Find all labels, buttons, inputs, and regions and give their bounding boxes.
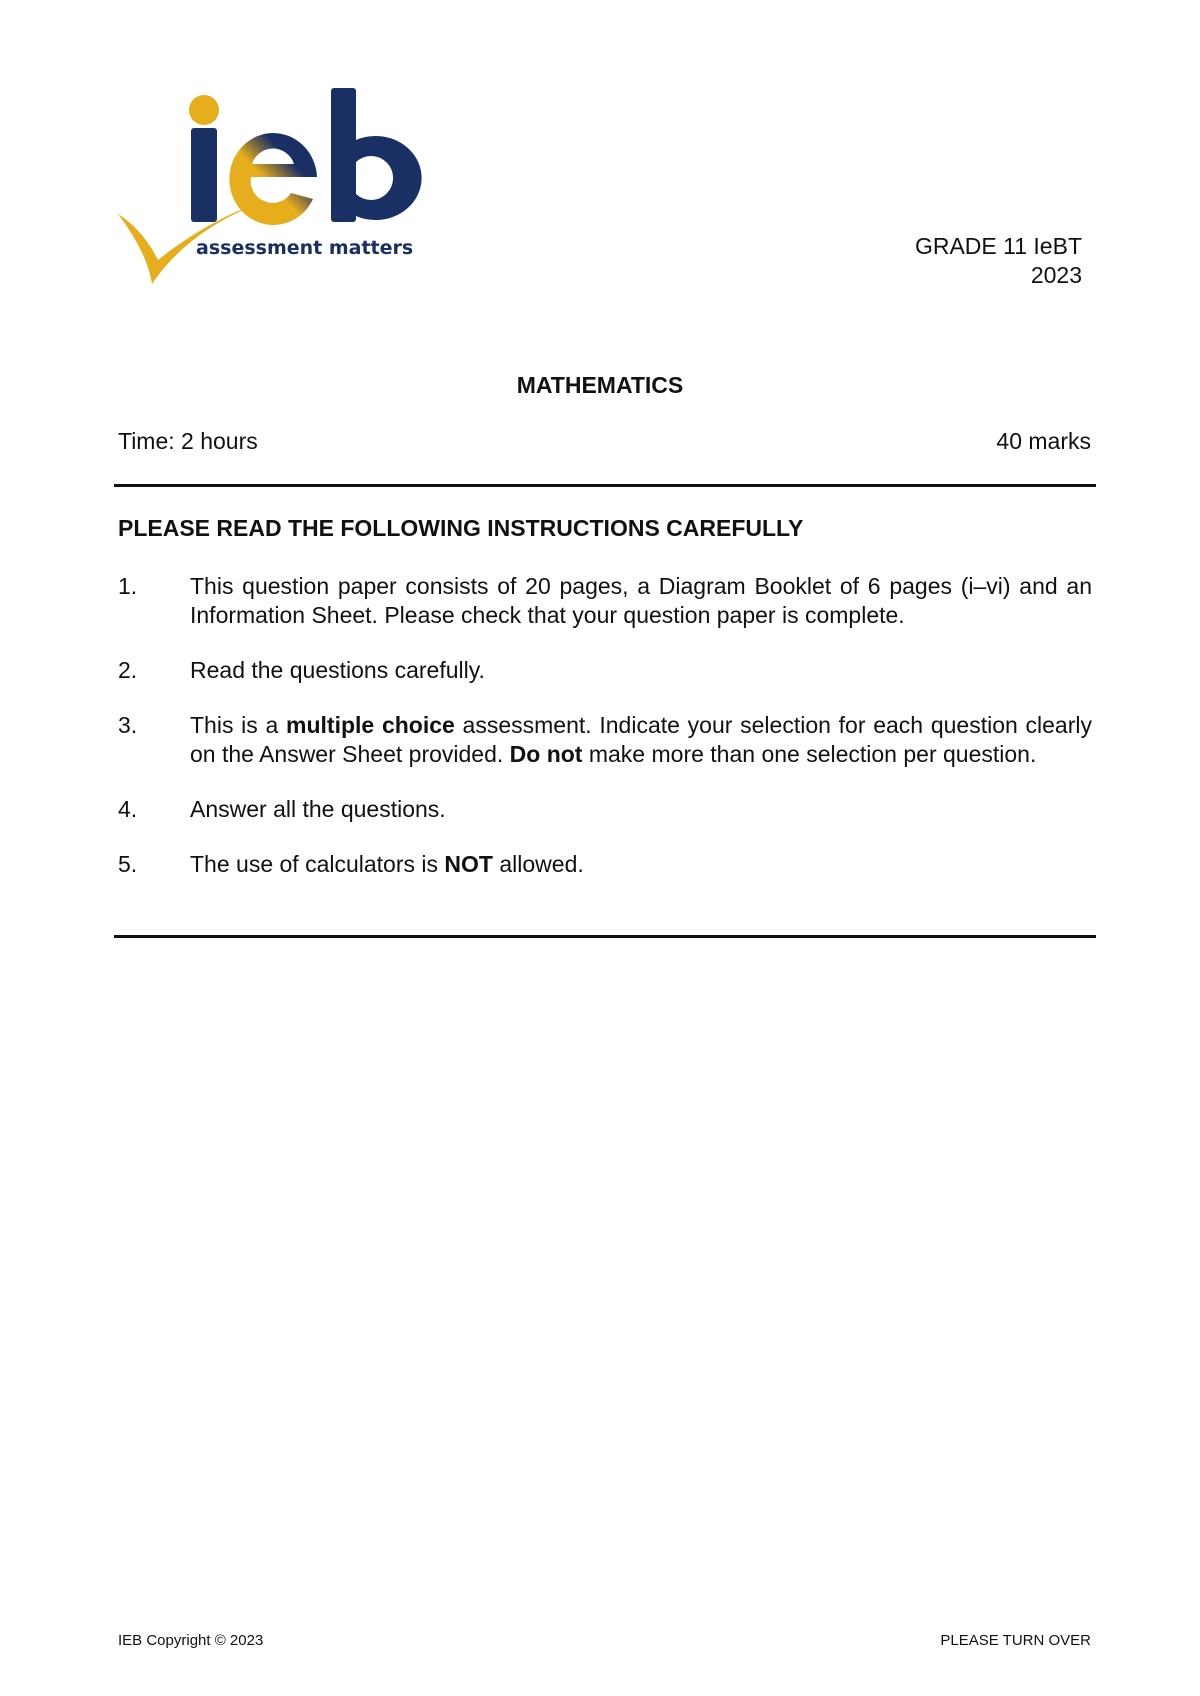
logo-i-stem (191, 128, 217, 222)
grade-block (915, 232, 1082, 290)
logo-e (229, 133, 317, 225)
total-marks: 40 marks (996, 428, 1091, 454)
instruction-emphasis: NOT (444, 851, 493, 877)
instruction-text-part: make more than one selection per question. (582, 741, 1037, 767)
instruction-number: 5. (118, 851, 138, 877)
instruction-text-part: assessment. Indicate your selection for each question clearly on the Answer Sheet provided. (190, 712, 1092, 767)
subject-title: MATHEMATICS (516, 372, 684, 398)
bottom-divider (114, 935, 1096, 938)
instruction-number: 4. (118, 796, 138, 822)
instruction-emphasis: multiple choice (286, 712, 455, 738)
instruction-item (118, 850, 1092, 879)
logo-b-stem (331, 88, 356, 222)
logo-dot (189, 95, 219, 125)
instruction-text: Answer all the questions. (190, 796, 446, 822)
instructions-heading: PLEASE READ THE FOLLOWING INSTRUCTIONS CAREFULLY (118, 515, 804, 541)
instruction-text (190, 850, 1092, 879)
grade-label: GRADE 11 IeBT (914, 233, 1082, 259)
instruction-item (118, 572, 1092, 630)
instructions-list (118, 572, 1092, 905)
time-allowed: Time: 2 hours (118, 428, 258, 454)
instruction-number: 2. (118, 657, 138, 683)
ieb-logo-graphic (118, 88, 458, 318)
instruction-text: Read the questions carefully. (190, 657, 485, 683)
instruction-item (118, 711, 1092, 769)
year-label: 2023 (1030, 262, 1082, 288)
instruction-text-part: This is a (190, 712, 287, 738)
instruction-text (190, 711, 1092, 769)
instruction-text-part: The use of calculators is (190, 851, 445, 877)
instruction-item (118, 656, 1092, 685)
logo-b-bowl (356, 136, 422, 220)
instruction-text-part: allowed. (492, 851, 584, 877)
instruction-number: 3. (118, 712, 138, 738)
footer-turn-over: PLEASE TURN OVER (940, 1632, 1091, 1649)
instruction-number: 1. (118, 573, 138, 599)
instruction-emphasis: Do not (509, 741, 583, 767)
instruction-text: This question paper consists of 20 pages, a Diagram Booklet of 6 pages (i–vi) and an Information Sheet. Please check that your question paper is complete. (190, 573, 1092, 628)
instruction-item (118, 795, 1092, 824)
footer-copyright: IEB Copyright © 2023 (118, 1632, 264, 1649)
ieb-logo (118, 88, 458, 318)
logo-tagline: assessment matters (196, 237, 414, 259)
top-divider (114, 484, 1096, 487)
